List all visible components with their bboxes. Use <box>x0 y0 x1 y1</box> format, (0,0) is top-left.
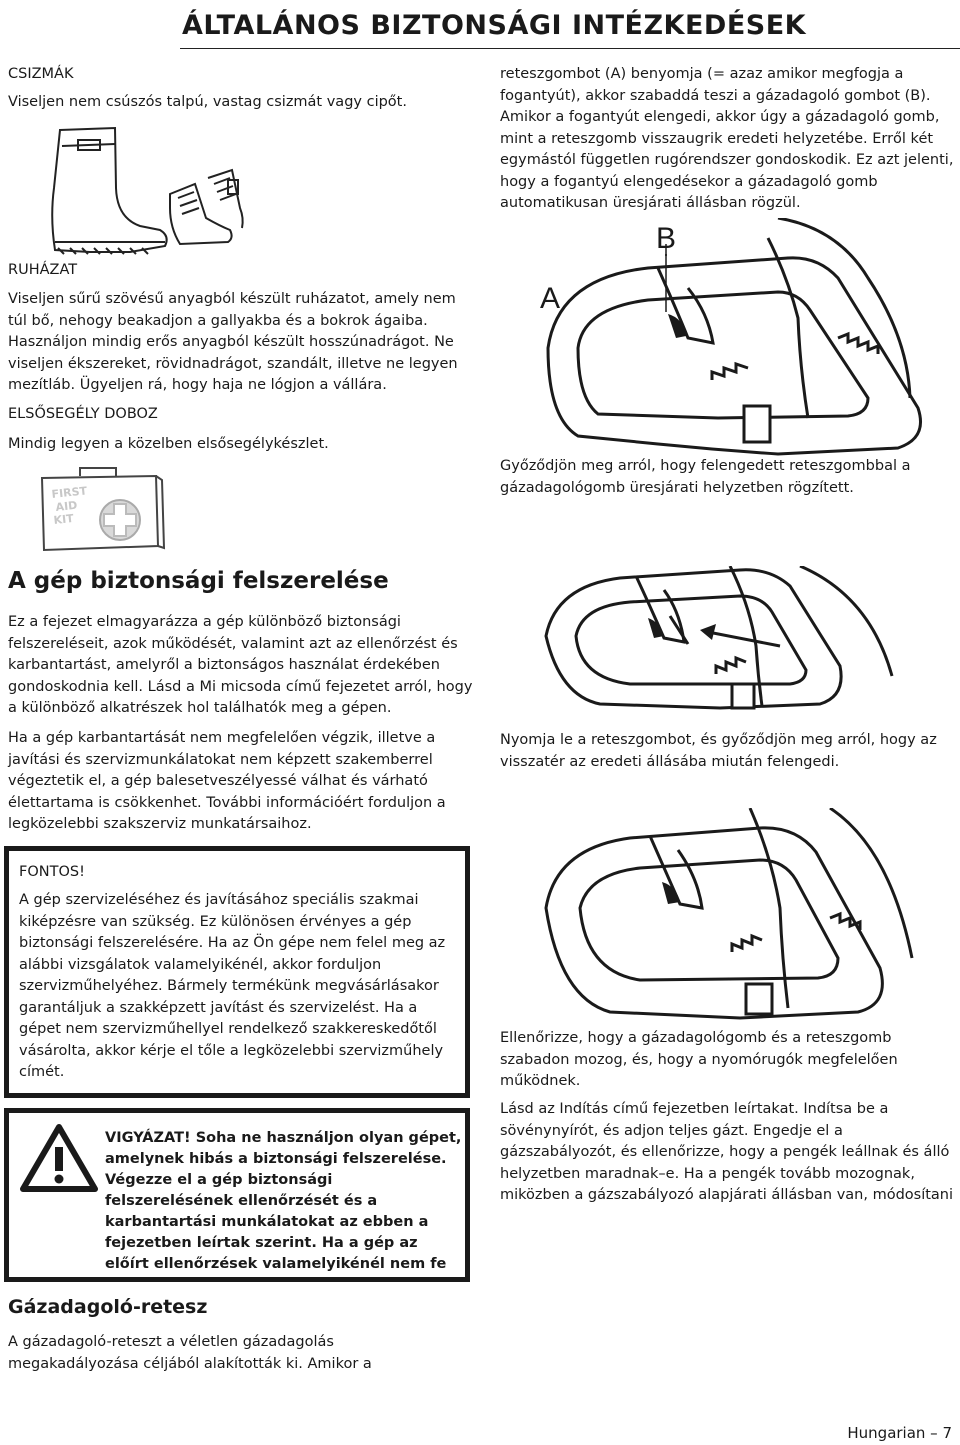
throttle-lock-heading: Gázadagoló-retesz <box>8 1296 208 1318</box>
safety-paragraph-2: Ha a gép karbantartását nem megfelelően végzik, illetve a javítási és szervizmunkálatokat nem képzett szakemberrel végeztetik el, a gép balesetveszélyessé válhat és várható élettartama is csökkenhet. További információért forduljon a legközelebbi szakszerviz munkatársaihoz. <box>8 730 446 832</box>
clothing-text: Viseljen sűrű szövésű anyagból készült ruházatot, amely nem túl bő, nehogy beakadjon a gallyakba és a bokrok ágaiba. Használjon mindig erős anyagból készült hosszúnadrágot. Ne viseljen ékszereket, rövidnadrágot, szandált, illetve ne legyen mezítláb. Ügyeljen rá, hogy haja ne lógjon a vállára. <box>8 291 458 393</box>
handle-figure-2 <box>540 566 958 716</box>
kit-label-2: AID <box>54 498 78 514</box>
figure-2-caption: Nyomja le a reteszgombot, és győződjön meg arról, hogy az visszatér az eredeti állásába miután felengedi. <box>500 732 937 770</box>
boots-heading: CSIZMÁK <box>8 66 74 82</box>
page-title: ÁLTALÁNOS BIZTONSÁGI INTÉZKEDÉSEK <box>182 10 807 41</box>
figure-3-caption: Ellenőrizze, hogy a gázadagológomb és a reteszgomb szabadon mozog, és, hogy a nyomórugók megfelelően működnek. <box>500 1030 898 1089</box>
figure-1-caption: Győződjön meg arról, hogy felengedett reteszgombbal a gázadagológomb üresjárati helyzetben rögzített. <box>500 458 911 496</box>
title-divider <box>180 48 960 49</box>
label-b: B <box>656 222 677 255</box>
boots-text: Viseljen nem csúszós talpú, vastag csizmát vagy cipőt. <box>8 94 407 110</box>
warning-text: VIGYÁZAT! Soha ne használjon olyan gépet, amelynek hibás a biztonsági felszerelése. Végezze el a gép biztonsági felszerelésének ellenőrzését és a karbantartási munkálatokat az ebben a fejezetben leírtak szerint. Ha a gép az előírt ellenőrzések valamelyikénél nem fe <box>105 1130 462 1272</box>
kit-label-3: KIT <box>52 511 75 527</box>
idle-check-text: Lásd az Indítás című fejezetben leírtakat. Indítsa be a sövénynyírót, és adjon teljes gázt. Engedje el a gázszabályozót, és ellenőrizze, hogy a pengék leállnak és álló helyzetben maradnak–e. Ha a pengék tovább mozognak, miközben a gázszabályozó alapjárati állásban van, módosítani <box>500 1101 954 1203</box>
boots-illustration <box>20 118 250 268</box>
label-a: A <box>540 282 561 315</box>
kit-label-1: FIRST <box>50 484 88 501</box>
warning-triangle-icon <box>19 1123 99 1193</box>
safety-paragraph-1: Ez a fejezet elmagyarázza a gép különböző biztonsági felszereléseit, azok működését, valamint azt az ellenőrzést és karbantartást, amelyről a biztonságos használat érdekében gondoskodnia kell. Lásd a Mi micsoda című fejezetet arról, hogy a különböző alkatrészek hol találhatók meg a gépen. <box>8 614 473 716</box>
handle-figure-1 <box>538 218 958 460</box>
important-text: A gép szervizeléséhez és javításához speciális szakmai kiképzésre van szükség. Ez különösen érvényes a gép biztonsági felszerelésére. Ha az Ön gépe nem felel meg az alábbi vizsgálatok valamelyikénél, akkor forduljon szervizműhelyéhez. Bármely termékünk megvásárlásakor garantáljuk a szakképzett javítást és szervizelést. Ha a gépet nem szervizműhellyel rendelkező szakkereskedőtől vásárolta, akkor kérje el tőle a legközelebbi szervizműhely címét. <box>19 892 446 1080</box>
important-heading: FONTOS! <box>19 864 85 880</box>
clothing-heading: RUHÁZAT <box>8 262 78 278</box>
warning-box <box>4 1108 470 1282</box>
important-box <box>4 846 470 1098</box>
throttle-lock-text: A gázadagoló-reteszt a véletlen gázadagolás megakadályozása céljából alakították ki. Amikor a <box>8 1334 372 1372</box>
page-footer: Hungarian – 7 <box>847 1424 952 1442</box>
first-aid-kit-illustration <box>38 462 166 562</box>
handle-figure-3 <box>540 808 958 1022</box>
firstaid-text: Mindig legyen a közelben elsősegélykészlet. <box>8 436 329 452</box>
safety-equipment-heading: A gép biztonsági felszerelése <box>8 568 389 594</box>
firstaid-heading: ELSŐSEGÉLY DOBOZ <box>8 406 158 422</box>
label-b-leader <box>660 254 672 314</box>
throttle-lock-continued: reteszgombot (A) benyomja (= azaz amikor megfogja a fogantyút), akkor szabaddá teszi a gázadagoló gombot (B). Amikor a fogantyút elengedi, akkor úgy a gázadagoló gomb, mint a reteszgomb visszaugrik eredeti helyzetébe. Erről két egymástól független rugórendszer gondoskodik. Ez azt jelenti, hogy a fogantyú elengedésekor a gázadagoló gomb automatikusan üresjárati állásban rögzül. <box>500 66 954 211</box>
